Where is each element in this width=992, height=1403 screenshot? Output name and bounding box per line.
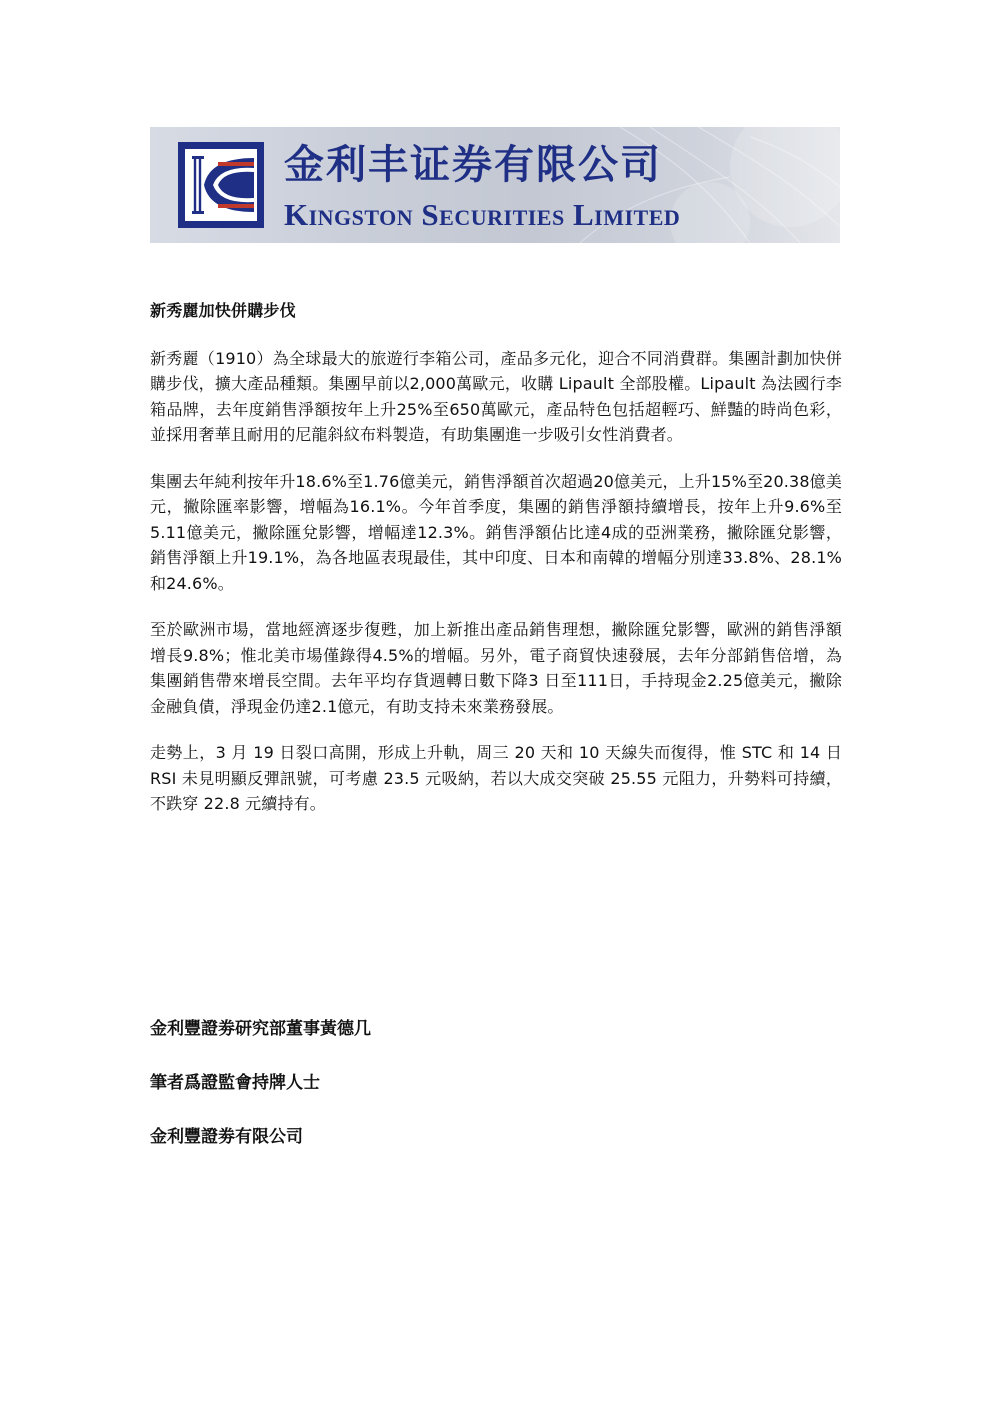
brand-name-english: Kingston Securities Limited xyxy=(284,197,681,232)
company-banner xyxy=(150,127,840,243)
article-paragraph-3: 至於歐洲市場，當地經濟逐步復甦，加上新推出產品銷售理想，撇除匯兌影響，歐洲的銷售淨額增長9.8%；惟北美市場僅錄得4.5%的增幅。另外，電子商貿快速發展，去年分部銷售倍增，為集團銷售帶來增長空間。去年平均存貨週轉日數下降3 日至111日，手持現金2.25億美元，撇除金融負債，淨現金仍達2.1億元，有助支持未來業務發展。 xyxy=(150,620,842,716)
signature-block xyxy=(150,1016,371,1178)
company-logo-icon xyxy=(178,142,264,228)
signature-license-note: 筆者爲證監會持牌人士 xyxy=(150,1073,320,1093)
signature-company: 金利豐證劵有限公司 xyxy=(150,1127,303,1147)
article-body xyxy=(150,298,842,817)
signature-author: 金利豐證劵研究部董事黃德几 xyxy=(150,1019,371,1039)
article-paragraph-2: 集團去年純利按年升18.6%至1.76億美元，銷售淨額首次超過20億美元，上升15%至20.38億美元，撇除匯率影響，增幅為16.1%。今年首季度，集團的銷售淨額持續增長，按年上升9.6%至5.11億美元，撇除匯兌影響，增幅達12.3%。銷售淨額佔比達4成的亞洲業務，撇除匯兌影響，銷售淨額上升19.1%，為各地區表現最佳，其中印度、日本和南韓的增幅分別達33.8%、28.1%和24.6%。 xyxy=(150,471,842,593)
article-paragraph-4: 走勢上，3 月 19 日裂口高開，形成上升軌，周三 20 天和 10 天線失而復得，惟 STC 和 14 日 RSI 未見明顯反彈訊號，可考慮 23.5 元吸納，若以大成交突破 25.55 元阻力，升勢料可持續，不跌穿 22.8 元續持有。 xyxy=(150,743,842,813)
article-paragraph-1: 新秀麗（1910）為全球最大的旅遊行李箱公司，產品多元化，迎合不同消費群。集團計劃加快併購步伐，擴大產品種類。集團早前以2,000萬歐元，收購 Lipault 全部股權。Lipault 為法國行李箱品牌，去年度銷售淨額按年上升25%至650萬歐元，產品特色包括超輕巧、鮮豔的時尚色彩，並採用奢華且耐用的尼龍斜紋布料製造，有助集團進一步吸引女性消費者。 xyxy=(150,348,842,444)
brand-name-chinese: 金利丰证券有限公司 xyxy=(284,141,662,188)
article-headline: 新秀麗加快併購步伐 xyxy=(150,301,296,320)
